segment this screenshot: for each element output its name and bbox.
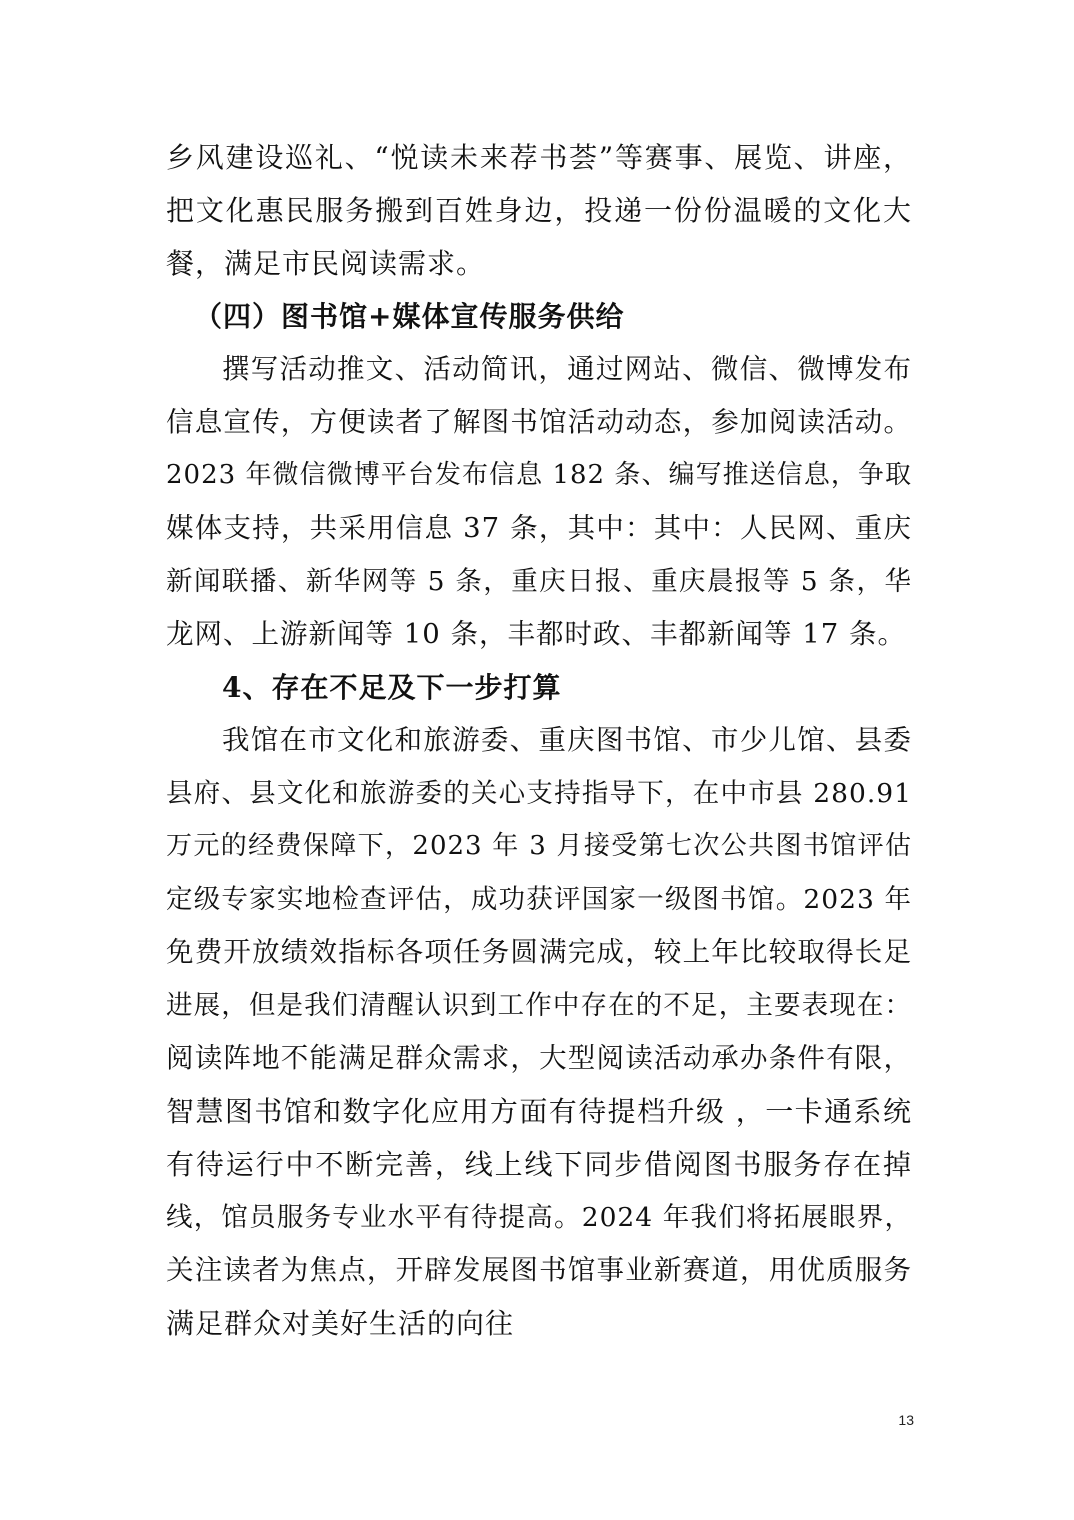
- text-line: 龙网、上游新闻等 10 条，丰都时政、丰都新闻等 17 条。: [166, 618, 906, 650]
- section-heading-media: （四）图书馆+媒体宣传服务供给: [194, 300, 625, 333]
- section-heading-shortcomings: 4、存在不足及下一步打算: [222, 671, 562, 704]
- paragraph-1: [166, 131, 912, 290]
- text-line: 媒体支持，共采用信息 37 条，其中：其中：人民网、重庆: [166, 512, 912, 544]
- text-line: 定级专家实地检查评估，成功获评国家一级图书馆。2023 年: [166, 884, 912, 915]
- text-line: 智慧图书馆和数字化应用方面有待提档升级 ，一卡通系统: [166, 1095, 912, 1128]
- text-line: 关注读者为焦点，开辟发展图书馆事业新赛道，用优质服务: [166, 1254, 912, 1286]
- text-line: 新闻联播、新华网等 5 条，重庆日报、重庆晨报等 5 条，华: [166, 566, 912, 597]
- text-line: 县府、县文化和旅游委的关心支持指导下，在中市县 280.91: [166, 778, 912, 809]
- text-line: 把文化惠民服务搬到百姓身边，投递一份份温暖的文化大: [166, 194, 912, 227]
- text-line: 我馆在市文化和旅游委、重庆图书馆、市少儿馆、县委: [222, 724, 912, 756]
- text-line: 阅读阵地不能满足群众需求，大型阅读活动承办条件有限，: [166, 1042, 912, 1074]
- text-line: 进展，但是我们清醒认识到工作中存在的不足，主要表现在：: [166, 990, 912, 1021]
- text-line: 万元的经费保障下，2023 年 3 月接受第七次公共图书馆评估: [166, 831, 912, 861]
- text-line: 2023 年微信微博平台发布信息 182 条、编写推送信息，争取: [166, 460, 912, 490]
- text-line: 信息宣传，方便读者了解图书馆活动动态，参加阅读活动。: [166, 406, 912, 438]
- paragraph-2: [166, 343, 912, 661]
- text-line: 撰写活动推文、活动简讯，通过网站、微信、微博发布: [222, 353, 912, 385]
- paragraph-3: [166, 714, 912, 1350]
- text-line: 满足群众对美好生活的向往: [166, 1307, 515, 1340]
- text-line: 免费开放绩效指标各项任务圆满完成，较上年比较取得长足: [166, 936, 912, 968]
- text-line: 线，馆员服务专业水平有待提高。2024 年我们将拓展眼界，: [166, 1202, 912, 1233]
- text-line: 餐，满足市民阅读需求。: [166, 247, 486, 280]
- text-line: 有待运行中不断完善，线上线下同步借阅图书服务存在掉: [166, 1148, 912, 1181]
- page-number: 13: [898, 1412, 914, 1428]
- text-line: 乡风建设巡礼、“悦读未来荐书荟”等赛事、展览、讲座，: [166, 141, 912, 174]
